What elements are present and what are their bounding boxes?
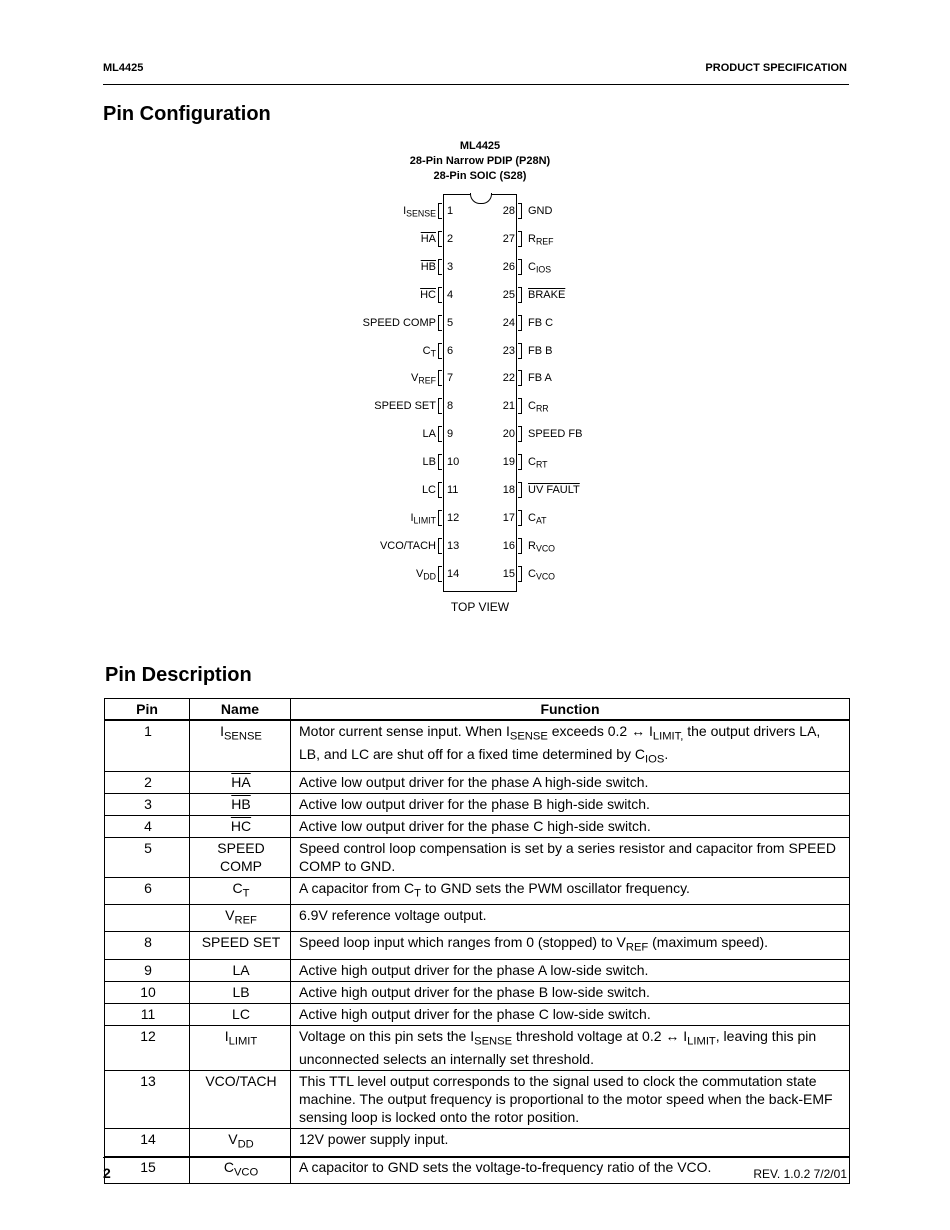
cell-pin: 14 — [105, 1129, 190, 1156]
page-number: 2 — [103, 1165, 111, 1181]
column-header-name: Name — [190, 699, 291, 721]
pin-name: $C_{IOS}$ — [528, 260, 552, 275]
pin-name: LC — [421, 484, 436, 496]
pin-lead — [518, 482, 522, 498]
pin-number: 6 — [447, 344, 454, 357]
pin-lead — [518, 370, 522, 386]
pin-name: SPEED SET — [374, 400, 436, 413]
cell-pin: 6 — [105, 877, 190, 904]
pin-number: 4 — [447, 288, 454, 301]
pin-row-right — [0, 398, 950, 416]
cell-function: Active low output driver for the phase C high-side switch. — [291, 815, 850, 837]
cell-name: $C_T$ — [190, 877, 291, 904]
pin-name: $R_{VCO}$ — [528, 539, 556, 554]
pin-row-right — [0, 482, 950, 500]
cell-function: Voltage on this pin sets the $I_{SENSE}$ threshold voltage at 0.2 ↔ $I_{LIMIT}$, leaving this pin unconnected selects an internally set threshold. — [291, 1025, 850, 1070]
pin-number: 10 — [447, 456, 460, 469]
pin-name: $C_{VCO}$ — [528, 567, 556, 582]
cell-function: Active high output driver for the phase A low-side switch. — [291, 959, 850, 981]
pin-lead — [518, 398, 522, 414]
cell-pin: 4 — [105, 815, 190, 837]
pin-number: 14 — [447, 567, 460, 580]
table-row — [105, 1025, 850, 1070]
package-line-2: 28-Pin SOIC (S28) — [433, 170, 527, 182]
pin-number: 11 — [447, 484, 459, 496]
cell-name: $V_{REF}$ — [190, 905, 291, 932]
pin-row-right — [0, 426, 950, 444]
cell-pin: 3 — [105, 793, 190, 815]
pin-name: UV FAULT — [528, 484, 580, 496]
header-part-number: ML4425 — [103, 62, 144, 74]
pin-lead — [518, 426, 522, 442]
cell-name: VCO/TACH — [190, 1071, 291, 1129]
footer-rule — [103, 1157, 849, 1158]
cell-pin: 12 — [105, 1025, 190, 1070]
pin-name: SPEED COMP — [362, 316, 436, 329]
pin-name: GND — [528, 205, 553, 217]
pin-name: $V_{DD}$ — [415, 567, 436, 582]
cell-function: 12V power supply input. — [291, 1129, 850, 1156]
table-row — [105, 905, 850, 932]
pin-lead — [518, 203, 522, 219]
pin-number: 18 — [502, 484, 515, 496]
table-row — [105, 1129, 850, 1156]
pin-number: 15 — [502, 567, 515, 580]
table-row — [105, 837, 850, 877]
cell-pin: 8 — [105, 932, 190, 959]
cell-pin: 13 — [105, 1071, 190, 1129]
pin-name: VCO/TACH — [379, 539, 436, 552]
cell-name: $V_{DD}$ — [190, 1129, 291, 1156]
table-row — [105, 815, 850, 837]
pin-description-title: Pin Description — [105, 664, 252, 686]
pin-lead — [518, 510, 522, 526]
cell-name: LC — [190, 1003, 291, 1025]
cell-name: $\overline{HC}$ — [190, 815, 291, 837]
table-row — [105, 793, 850, 815]
pin-lead — [518, 343, 522, 359]
pin-number: 23 — [502, 344, 515, 357]
pin-row-right — [0, 203, 950, 221]
column-header-pin: Pin — [105, 699, 190, 721]
pin-lead — [518, 287, 522, 303]
pin-name: $\overline{HA}$ — [420, 232, 436, 245]
table-row — [105, 959, 850, 981]
header-doc-type: PRODUCT SPECIFICATION — [705, 62, 847, 74]
table-row — [105, 771, 850, 793]
pin-number: 9 — [447, 428, 454, 441]
pin-lead — [518, 566, 522, 582]
cell-name: $C_{VCO}$ — [190, 1156, 291, 1183]
pin-name: FB C — [528, 316, 554, 329]
cell-name: SPEED COMP — [190, 837, 291, 877]
pin-number: 21 — [502, 400, 515, 413]
cell-pin: 2 — [105, 771, 190, 793]
pin-name: LA — [422, 428, 436, 441]
cell-name: $I_{LIMIT}$ — [190, 1025, 291, 1070]
pin-number: 28 — [502, 205, 515, 217]
pin-number: 16 — [502, 539, 515, 552]
pin-lead — [518, 538, 522, 554]
pin-number: 22 — [502, 372, 515, 385]
pin-name: LB — [422, 456, 436, 469]
pin-name: $\overline{HB}$ — [420, 260, 436, 273]
pin-row-right — [0, 566, 950, 584]
cell-function: Speed control loop compensation is set by a series resistor and capacitor from SPEED COMP to GND. — [291, 837, 850, 877]
cell-function: A capacitor to GND sets the voltage-to-frequency ratio of the VCO. — [291, 1156, 850, 1183]
pin-name: $I_{LIMIT}$ — [410, 511, 436, 526]
cell-function: Motor current sense input. When $I_{SENSE}$ exceeds 0.2 ↔ $I_{LIMIT,}$ the output drivers LA, LB, and LC are shut off for a fixed time determined by $C_{IOS}$. — [291, 720, 850, 771]
pin-number: 20 — [502, 428, 515, 441]
table-header-row — [105, 699, 850, 721]
pin-number: 1 — [447, 205, 454, 217]
pin-lead — [518, 259, 522, 275]
cell-name: LB — [190, 981, 291, 1003]
top-view-label: TOP VIEW — [450, 600, 510, 614]
pin-name: SPEED FB — [528, 428, 583, 441]
pin-row-right — [0, 510, 950, 528]
pin-lead — [518, 315, 522, 331]
cell-pin: 5 — [105, 837, 190, 877]
pin-name: $V_{REF}$ — [411, 372, 436, 387]
cell-name: $\overline{HB}$ — [190, 793, 291, 815]
cell-function: Speed loop input which ranges from 0 (stopped) to $V_{REF}$ (maximum speed). — [291, 932, 850, 959]
table-row — [105, 981, 850, 1003]
pin-name: FB A — [528, 372, 552, 385]
pin-name: $C_{AT}$ — [528, 511, 547, 526]
package-name: ML4425 — [459, 140, 501, 152]
cell-name: $I_{SENSE}$ — [190, 720, 291, 771]
cell-pin: 10 — [105, 981, 190, 1003]
cell-pin: 9 — [105, 959, 190, 981]
revision-label: REV. 1.0.2 7/2/01 — [753, 1167, 847, 1181]
pin-name: $C_T$ — [422, 344, 436, 359]
pin-row-right — [0, 370, 950, 388]
table-row — [105, 1156, 850, 1183]
pin-number: 7 — [447, 372, 454, 385]
pin-row-right — [0, 287, 950, 305]
cell-function: Active high output driver for the phase B low-side switch. — [291, 981, 850, 1003]
pin-row-right — [0, 454, 950, 472]
cell-pin — [105, 905, 190, 932]
table-row — [105, 877, 850, 904]
pin-number: 17 — [502, 511, 515, 524]
cell-pin: 11 — [105, 1003, 190, 1025]
cell-function: A capacitor from $C_T$ to GND sets the PWM oscillator frequency. — [291, 877, 850, 904]
cell-function: Active low output driver for the phase B high-side switch. — [291, 793, 850, 815]
pin-number: 12 — [447, 511, 460, 524]
cell-pin: 15 — [105, 1156, 190, 1183]
cell-name: SPEED SET — [190, 932, 291, 959]
pin-number: 24 — [502, 316, 515, 329]
column-header-function: Function — [291, 699, 850, 721]
pin-lead — [518, 231, 522, 247]
pin-number: 26 — [502, 260, 515, 273]
pin-row-right — [0, 259, 950, 277]
cell-name: $\overline{HA}$ — [190, 771, 291, 793]
pin-number: 25 — [502, 288, 515, 301]
pin-configuration-title: Pin Configuration — [103, 103, 271, 125]
pin-number: 13 — [447, 539, 460, 552]
package-line-1: 28-Pin Narrow PDIP (P28N) — [409, 155, 551, 167]
table-row — [105, 720, 850, 771]
pin-number: 8 — [447, 400, 454, 413]
pin-row-right — [0, 538, 950, 556]
pin-name: $\overline{HC}$ — [420, 288, 436, 301]
pin-name: $C_{RT}$ — [528, 456, 548, 470]
pin-name: $C_{RR}$ — [528, 400, 549, 414]
pin-number: 19 — [502, 456, 515, 469]
cell-function: 6.9V reference voltage output. — [291, 905, 850, 932]
pin-name: $I_{SENSE}$ — [403, 205, 436, 219]
pin-name: FB B — [528, 344, 553, 357]
cell-function: Active high output driver for the phase C low-side switch. — [291, 1003, 850, 1025]
pin-description-table — [104, 698, 850, 1184]
pin-row-right — [0, 231, 950, 249]
table-row — [105, 1003, 850, 1025]
pin-lead — [518, 454, 522, 470]
pin-name: $R_{REF}$ — [528, 232, 554, 247]
pin-number: 2 — [447, 232, 454, 245]
pin-number: 5 — [447, 316, 454, 329]
pin-number: 3 — [447, 260, 454, 273]
cell-function: Active low output driver for the phase A high-side switch. — [291, 771, 850, 793]
table-row — [105, 932, 850, 959]
pin-name: BRAKE — [528, 288, 566, 301]
cell-name: LA — [190, 959, 291, 981]
cell-pin: 1 — [105, 720, 190, 771]
pin-row-right — [0, 343, 950, 361]
pin-number: 27 — [502, 232, 515, 245]
table-row — [105, 1071, 850, 1129]
cell-function: This TTL level output corresponds to the signal used to clock the commutation state machine. The output frequency is proportional to the motor speed when the back-EMF sensing loop is locked onto the rotor position. — [291, 1071, 850, 1129]
pin-row-right — [0, 315, 950, 333]
